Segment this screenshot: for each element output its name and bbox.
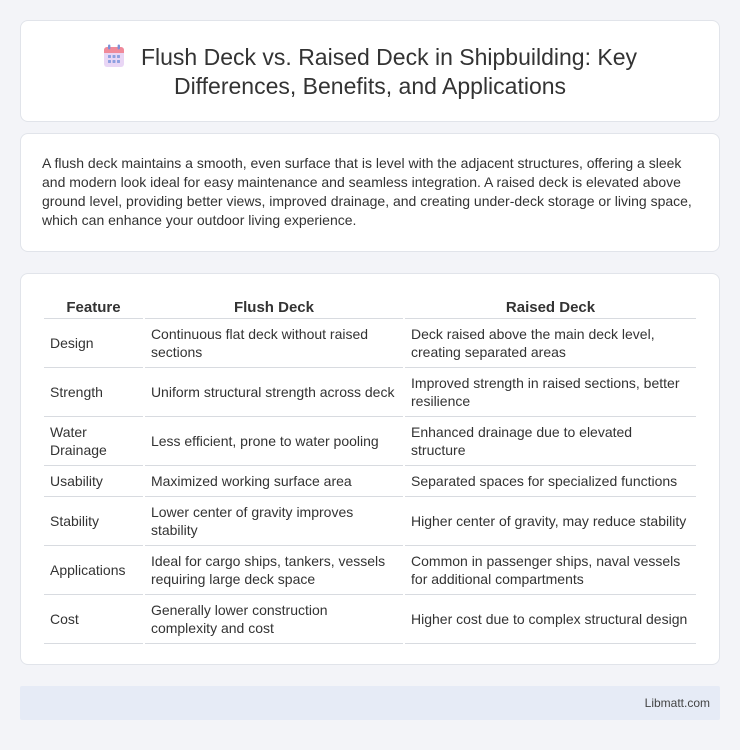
table-row	[44, 368, 696, 417]
footer-bar	[20, 686, 720, 720]
flush-deck-cell: Ideal for cargo ships, tankers, vessels requiring large deck space	[145, 546, 403, 595]
raised-deck-cell: Common in passenger ships, naval vessels for additional compartments	[405, 546, 696, 595]
table-row	[44, 497, 696, 546]
table-row	[44, 319, 696, 368]
raised-deck-cell: Improved strength in raised sections, better resilience	[405, 368, 696, 417]
title-line-1: Flush Deck vs. Raised Deck in Shipbuilding: Key	[140, 44, 637, 70]
flush-deck-cell: Uniform structural strength across deck	[145, 368, 403, 417]
raised-deck-cell: Separated spaces for specialized functions	[405, 466, 696, 497]
raised-deck-cell: Higher center of gravity, may reduce stability	[405, 497, 696, 546]
table-header-row	[44, 297, 696, 319]
feature-cell: Strength	[44, 368, 143, 417]
table-row	[44, 546, 696, 595]
feature-cell: Water Drainage	[44, 417, 143, 466]
intro-card	[20, 133, 720, 252]
header-flush-deck: Flush Deck	[145, 297, 403, 319]
title-line-2: Differences, Benefits, and Applications	[173, 73, 567, 99]
calendar-icon	[103, 44, 125, 68]
table-row	[44, 417, 696, 466]
feature-cell: Cost	[44, 595, 143, 644]
title-card	[20, 20, 720, 122]
raised-deck-cell: Higher cost due to complex structural design	[405, 595, 696, 644]
table-row	[44, 595, 696, 644]
comparison-card	[20, 273, 720, 665]
footer-brand-link[interactable]: Libmatt.com	[644, 696, 710, 710]
flush-deck-cell: Continuous flat deck without raised sections	[145, 319, 403, 368]
header-feature: Feature	[44, 297, 143, 319]
feature-cell: Applications	[44, 546, 143, 595]
intro-paragraph: A flush deck maintains a smooth, even surface that is level with the adjacent structures, offering a sleek and modern look ideal for easy maintenance and seamless integration. A raised deck is elevated above ground level, providing better views, improved drainage, and creating under-deck storage or living space, which can enhance your outdoor living experience.	[42, 155, 692, 228]
flush-deck-cell: Less efficient, prone to water pooling	[145, 417, 403, 466]
flush-deck-cell: Maximized working surface area	[145, 466, 403, 497]
flush-deck-cell: Lower center of gravity improves stability	[145, 497, 403, 546]
comparison-table	[42, 297, 698, 644]
table-row	[44, 466, 696, 497]
feature-cell: Stability	[44, 497, 143, 546]
raised-deck-cell: Deck raised above the main deck level, creating separated areas	[405, 319, 696, 368]
title-wrap	[21, 43, 719, 101]
page-title	[21, 43, 719, 101]
feature-cell: Usability	[44, 466, 143, 497]
feature-cell: Design	[44, 319, 143, 368]
header-raised-deck: Raised Deck	[405, 297, 696, 319]
raised-deck-cell: Enhanced drainage due to elevated structure	[405, 417, 696, 466]
flush-deck-cell: Generally lower construction complexity and cost	[145, 595, 403, 644]
